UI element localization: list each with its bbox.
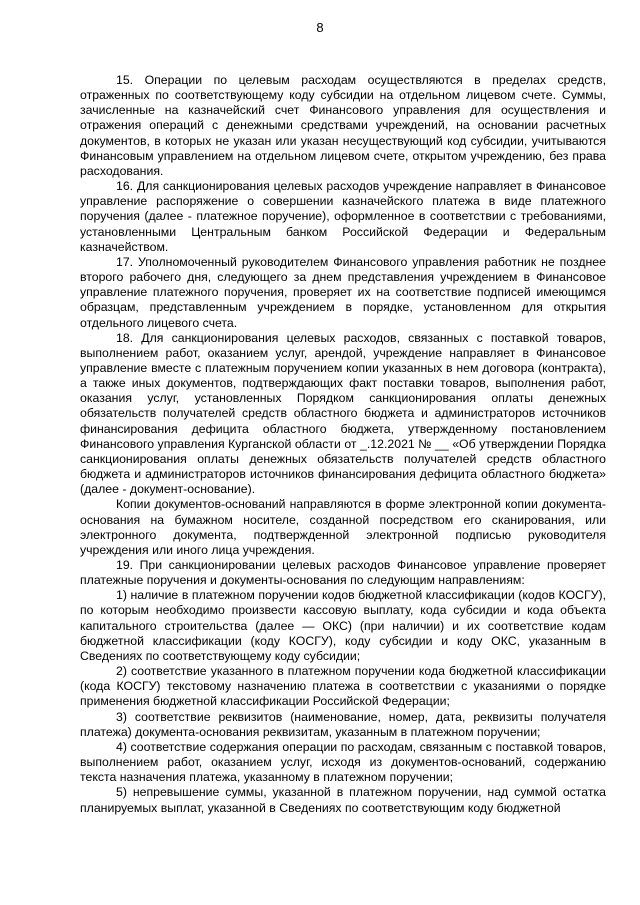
paragraph-18-copies: Копии документов-оснований направляются в форме электронной копии документа-основания на бумажном носителе, созданной посредством его сканирования, или электронного документа, подтвержденной электронной подписью руководителя учреждения или иного лица учреждения.: [80, 497, 606, 557]
list-item-2: 2) соответствие указанного в платежном поручении кода бюджетной классификации (кода КОСГУ) текстовому назначению платежа в соответствии с указаниями о порядке применения бюджетной классификации Российской Федерации;: [80, 664, 606, 709]
list-item-3: 3) соответствие реквизитов (наименование, номер, дата, реквизиты получателя платежа) документа-основания реквизитам, указанным в платежном поручении;: [80, 709, 606, 739]
paragraph-19: 19. При санкционировании целевых расходов Финансовое управление проверяет платежные поручения и документы-основания по следующим направлениям:: [80, 558, 606, 588]
paragraph-15: 15. Операции по целевым расходам осуществляются в пределах средств, отраженных по соответствующему коду субсидии на отдельном лицевом счете. Суммы, зачисленные на казначейский счет Финансового управления для осуществления и отражения операций с денежными средствами учреждений, на основании расчетных документов, в которых не указан или указан несуществующий код субсидии, учитываются Финансовым управлением на отдельном лицевом счете, открытом учреждению, без права расходования.: [80, 73, 606, 178]
page-number: 8: [316, 20, 324, 35]
paragraph-16: 16. Для санкционирования целевых расходов учреждение направляет в Финансовое управление распоряжение о совершении казначейского платежа в виде платежного поручения (далее - платежное поручение), оформленное в соответствии с требованиями, установленными Центральным банком Российской Федерации и Федеральным казначейством.: [80, 179, 606, 254]
document-body: [80, 73, 606, 816]
paragraph-18: 18. Для санкционирования целевых расходов, связанных с поставкой товаров, выполнением работ, оказанием услуг, арендой, учреждение направляет в Финансовое управление вместе с платежным поручением копии указанных в нем договора (контракта), а также иных документов, подтверждающих факт поставки товаров, выполнения работ, оказания услуг, установленных Порядком санкционирования оплаты денежных обязательств получателей средств областного бюджета и администраторов источников финансирования дефицита областного бюджета, утвержденному постановлением Финансового управления Курганской области от _.12.2021 № __ «Об утверждении Порядка санкционирования оплаты денежных обязательств получателей средств областного бюджета и администраторов источников финансирования дефицита областного бюджета» (далее - документ-основание).: [80, 330, 606, 497]
list-item-1: 1) наличие в платежном поручении кодов бюджетной классификации (кодов КОСГУ), по которым необходимо произвести кассовую выплату, кода субсидии и кода объекта капитального строительства (далее — ОКС) (при наличии) и их соответствие кодам бюджетной классификации (коду КОСГУ), коду субсидии и коду ОКС, указанным в Сведениях по соответствующему коду субсидии;: [80, 588, 606, 663]
list-item-4: 4) соответствие содержания операции по расходам, связанным с поставкой товаров, выполнением работ, оказанием услуг, исходя из документов-оснований, содержанию текста назначения платежа, указанному в платежном поручении;: [80, 739, 606, 785]
list-item-5: 5) непревышение суммы, указанной в платежном поручении, над суммой остатка планируемых выплат, указанной в Сведениях по соответствующим коду бюджетной: [80, 785, 606, 815]
paragraph-17: 17. Уполномоченный руководителем Финансового управления работник не позднее второго рабочего дня, следующего за днем представления учреждением в Финансовое управление платежного поручения, проверяет их на соответствие подписей имеющимся образцам, представленным учреждением в порядке, установленном для открытия отдельного лицевого счета.: [80, 254, 606, 330]
